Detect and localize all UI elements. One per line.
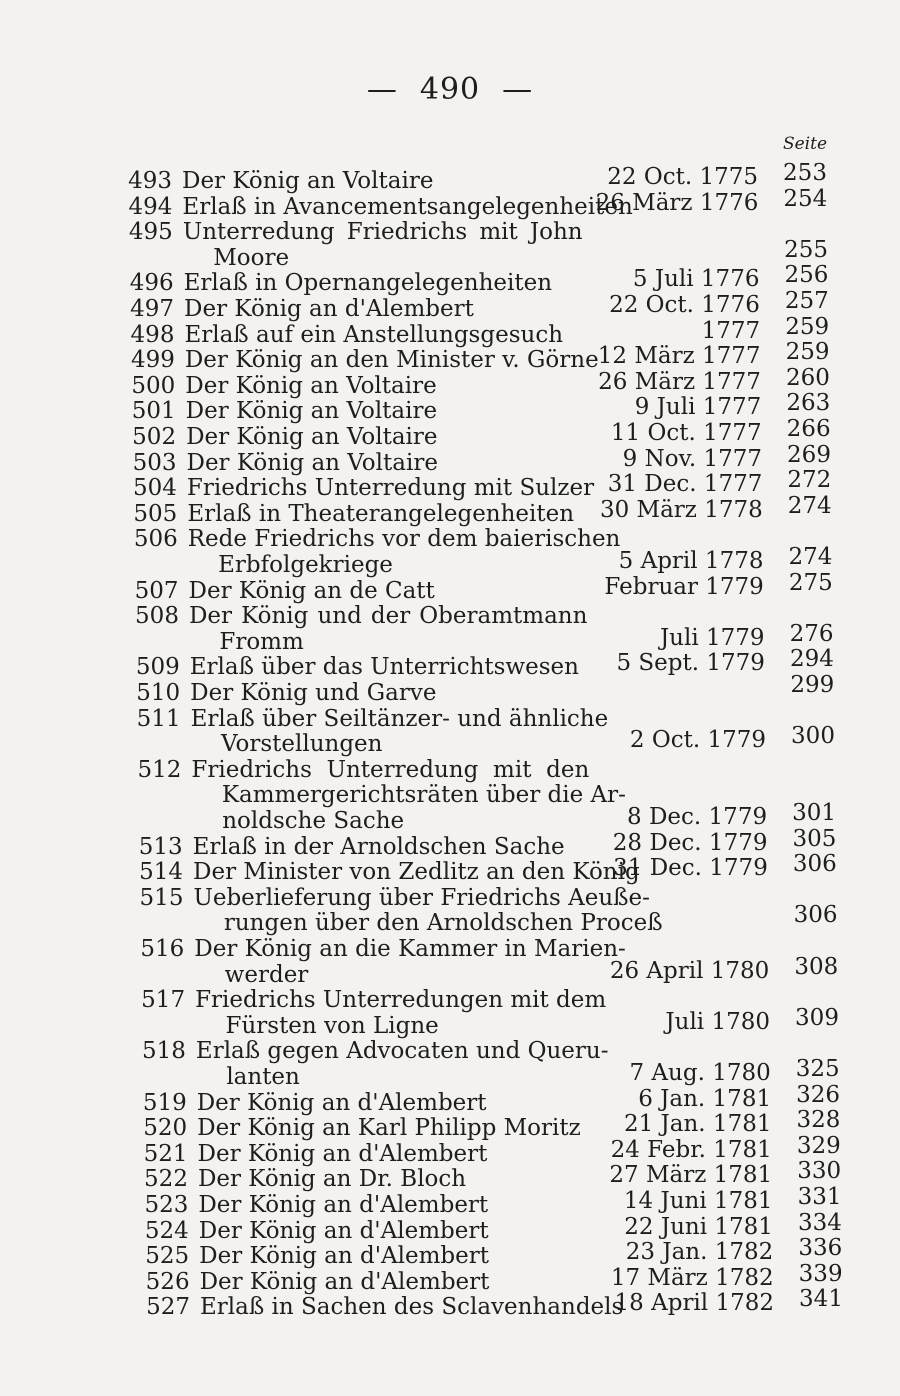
- entry-date: 5 Sept. 1779: [616, 650, 765, 677]
- entry-title-line: Der König an Karl Philipp Moritz: [197, 1115, 581, 1142]
- entry-title-line: Erlaß in Sachen des Sclavenhandels: [200, 1294, 624, 1321]
- entry-date: 22 Juni 1781: [624, 1213, 773, 1240]
- entry-number: 507: [134, 577, 179, 604]
- entry-number: 526: [145, 1268, 190, 1295]
- entry-page: 256: [784, 262, 829, 289]
- entry-page: 331: [797, 1184, 842, 1210]
- entry-page: 259: [785, 313, 830, 340]
- entry-page: 294: [789, 646, 834, 673]
- entry-page: 336: [798, 1235, 843, 1262]
- entry-title-line: lanten: [226, 1063, 300, 1090]
- entry-number: 500: [131, 372, 176, 399]
- entry-page: 328: [796, 1107, 841, 1134]
- toc-entry: [0, 416, 900, 450]
- entry-title-line: Der König an d'Alembert: [184, 296, 474, 322]
- entry-number: 501: [131, 398, 176, 425]
- entry-number: 493: [128, 168, 172, 194]
- entry-number: 510: [136, 680, 181, 706]
- entry-title-line: Der König an Voltaire: [185, 398, 438, 425]
- entry-title-line: Erlaß in Opernangelegenheiten: [183, 270, 553, 297]
- entry-title-line: Erlaß in Avancementsangelegenheiten: [182, 193, 633, 220]
- entry-number: 496: [129, 270, 174, 297]
- entry-title-line: Friedrichs Unterredung mit Sulzer: [186, 475, 595, 502]
- entry-date: Juli 1779: [659, 624, 765, 651]
- entry-number: 516: [140, 936, 185, 962]
- entry-date: 1777: [701, 317, 761, 344]
- entry-title-line: Der König an Voltaire: [182, 168, 434, 194]
- entry-page: 255: [784, 236, 829, 263]
- entry-title-line: Kammergerichtsräten über die Ar-: [221, 782, 626, 809]
- entry-page: 341: [799, 1286, 843, 1313]
- entry-title-line: Der Minister von Zedlitz an den König: [193, 859, 640, 886]
- toc-entry: [0, 492, 900, 527]
- entry-number: 518: [142, 1038, 186, 1065]
- entry-date: 22 Oct. 1776: [609, 292, 760, 318]
- toc-entry: [0, 288, 900, 322]
- entry-date: 31 Dec. 1779: [613, 855, 768, 882]
- entry-date: 6 Jan. 1781: [638, 1085, 772, 1112]
- entry-page: 326: [796, 1081, 841, 1108]
- entry-date: 17 März 1782: [610, 1264, 774, 1291]
- entry-title-line: Erlaß in Theaterangelegenheiten: [187, 500, 575, 527]
- entry-page: 266: [786, 416, 831, 442]
- entry-date: 26 März 1776: [595, 189, 759, 216]
- entry-title-line: Der König an Voltaire: [185, 372, 437, 399]
- entry-title-line: Erlaß in der Arnoldschen Sache: [192, 833, 565, 860]
- entry-number: 527: [146, 1294, 190, 1321]
- entry-date: Juli 1780: [665, 1008, 770, 1035]
- entry-title-line: Der König an die Kammer in Marien-: [194, 936, 626, 962]
- entry-date: 7 Aug. 1780: [629, 1059, 771, 1086]
- entry-date: 28 Dec. 1779: [612, 829, 768, 856]
- entry-title-line: werder: [224, 961, 309, 988]
- entry-page: 306: [793, 902, 838, 929]
- entry-date: 26 April 1780: [609, 957, 770, 984]
- entry-page: 260: [785, 364, 830, 391]
- entry-date: 5 Juli 1776: [632, 266, 760, 293]
- entry-number: 504: [133, 475, 177, 502]
- entry-number: 511: [136, 705, 181, 732]
- entry-number: 498: [130, 321, 175, 348]
- entry-number: 521: [143, 1140, 188, 1167]
- entry-number: 505: [133, 500, 178, 527]
- entry-number: 525: [145, 1243, 190, 1270]
- toc-entry: [0, 672, 900, 706]
- entry-title-line: Moore: [213, 244, 290, 271]
- toc-entry: [0, 339, 900, 374]
- entry-title-line: Der König an d'Alembert: [197, 1140, 488, 1167]
- entry-title-line: Der König an d'Alembert: [199, 1268, 490, 1295]
- entry-page: 306: [792, 851, 837, 878]
- entry-page: 274: [787, 492, 832, 519]
- toc-entry: [0, 160, 900, 194]
- entry-page: 325: [795, 1055, 840, 1082]
- entry-title-line: Der König an d'Alembert: [196, 1089, 487, 1116]
- entry-number: 497: [130, 296, 175, 322]
- entry-number: 520: [143, 1115, 188, 1142]
- entry-number: 524: [144, 1217, 189, 1244]
- entry-page: 299: [790, 672, 835, 698]
- entry-date: 21 Jan. 1781: [623, 1111, 772, 1138]
- entry-page: 305: [792, 825, 837, 852]
- entry-title-line: Der König und Garve: [190, 680, 437, 706]
- toc-entry: [0, 757, 900, 834]
- entry-title-line: Fromm: [219, 628, 304, 655]
- toc-entry: [0, 706, 900, 757]
- toc-entry: [0, 526, 900, 577]
- entry-page: 253: [783, 160, 827, 186]
- entry-date: 5 April 1778: [618, 547, 764, 574]
- entry-page: 276: [789, 620, 834, 647]
- entry-date: 8 Dec. 1779: [627, 803, 768, 830]
- entry-number: 523: [144, 1192, 189, 1218]
- entry-number: 513: [138, 833, 183, 860]
- toc-entry: [0, 219, 900, 270]
- entry-number: 508: [135, 603, 179, 630]
- entry-date: 2 Oct. 1779: [629, 727, 766, 754]
- entry-title-line: Rede Friedrichs vor dem baierischen: [187, 526, 621, 553]
- toc-entry: [0, 851, 900, 886]
- entry-page: 269: [787, 441, 831, 468]
- entry-number: 502: [132, 424, 177, 450]
- entry-page: 272: [787, 467, 832, 494]
- entry-title-line: Erlaß über Seiltänzer- und ähnliche: [190, 705, 609, 732]
- entry-page: 330: [797, 1158, 842, 1185]
- page-number: 490: [419, 72, 481, 107]
- entry-number: 515: [139, 884, 184, 911]
- entry-title-line: Der König an d'Alembert: [198, 1217, 489, 1244]
- entry-page: 309: [795, 1004, 839, 1031]
- entry-page: 300: [791, 723, 835, 750]
- entry-title-line: Unterredung Friedrichs mit John: [182, 219, 583, 246]
- entry-title-line: Der König an Voltaire: [186, 424, 438, 450]
- entry-number: 514: [139, 859, 184, 886]
- toc-entry: [0, 313, 900, 348]
- entry-title-line: Der König an Dr. Bloch: [197, 1166, 467, 1193]
- entry-page: 339: [798, 1260, 843, 1287]
- entry-date: 11 Oct. 1777: [610, 420, 762, 446]
- entry-title-line: Erbfolgekriege: [218, 551, 393, 578]
- entry-number: 503: [132, 449, 177, 476]
- toc-entry: [0, 569, 900, 604]
- toc-entry: [0, 646, 900, 681]
- entry-title-line: Der König an Voltaire: [186, 449, 438, 476]
- entry-date: 9 Nov. 1777: [622, 445, 762, 472]
- entry-title-line: Fürsten von Ligne: [225, 1012, 439, 1039]
- entry-number: 512: [137, 756, 182, 783]
- entry-page: 329: [796, 1132, 841, 1159]
- toc-entry: [0, 885, 900, 936]
- entry-title-line: Ueberlieferung über Friedrichs Aeuße-: [193, 884, 650, 911]
- entry-page: 274: [788, 543, 833, 570]
- page-header: [0, 72, 900, 107]
- entry-number: 506: [133, 526, 178, 553]
- entry-page: 308: [794, 953, 839, 980]
- toc-entry: [0, 987, 900, 1038]
- entry-number: 499: [130, 347, 175, 374]
- entry-page: 257: [784, 288, 829, 314]
- column-label-seite: Seite: [782, 134, 828, 154]
- entry-date: 24 Febr. 1781: [610, 1136, 772, 1163]
- toc-entry: [0, 364, 900, 399]
- entry-title-line: Friedrichs Unterredung mit den: [191, 756, 590, 783]
- entry-title-line: Erlaß gegen Advocaten und Queru-: [195, 1038, 609, 1065]
- entry-date: 18 April 1782: [614, 1290, 774, 1317]
- entry-title-line: rungen über den Arnoldschen Proceß: [223, 910, 663, 937]
- entry-title-line: Vorstellungen: [221, 731, 383, 758]
- entry-date: 27 März 1781: [609, 1162, 773, 1189]
- entry-number: 519: [142, 1089, 187, 1116]
- toc-entry: [0, 1038, 900, 1089]
- entry-date: 31 Dec. 1777: [607, 471, 763, 498]
- toc-entry: [0, 262, 900, 297]
- entry-page: 334: [797, 1209, 842, 1236]
- toc-entry: [0, 1286, 900, 1321]
- toc-entry: [0, 467, 900, 502]
- entry-page: 263: [786, 390, 831, 417]
- entry-date: 14 Juni 1781: [623, 1188, 773, 1214]
- toc-entry: [0, 441, 900, 476]
- entry-page: 259: [785, 339, 830, 366]
- entry-number: 495: [128, 219, 173, 246]
- entry-date: 9 Juli 1777: [634, 394, 762, 421]
- toc-entry: [0, 936, 900, 987]
- entry-title-line: Der König an den Minister v. Görne: [184, 347, 599, 374]
- toc-entry: [0, 390, 900, 425]
- entry-title-line: Friedrichs Unterredungen mit dem: [195, 987, 607, 1014]
- entry-date: 26 März 1777: [598, 368, 761, 395]
- entry-title-line: Der König und der Oberamtmann: [188, 603, 588, 630]
- entry-page: 254: [783, 185, 828, 212]
- entry-title-line: noldsche Sache: [222, 807, 405, 834]
- entry-date: 12 März 1777: [597, 343, 761, 370]
- entry-date: Februar 1779: [604, 573, 764, 600]
- toc-entry: [0, 603, 900, 654]
- entry-number: 509: [135, 654, 180, 681]
- entry-number: 522: [144, 1166, 188, 1193]
- entry-date: 30 März 1778: [599, 496, 763, 523]
- entry-page: 275: [788, 569, 833, 596]
- entry-title-line: Erlaß auf ein Anstellungsgesuch: [184, 321, 564, 348]
- toc-entry: [0, 185, 900, 220]
- entry-number: 494: [128, 193, 173, 220]
- header-dash-left: —: [366, 72, 398, 107]
- entry-title-line: Der König an d'Alembert: [199, 1243, 489, 1270]
- entry-title-line: Der König an de Catt: [188, 577, 435, 604]
- entry-page: 301: [792, 799, 837, 826]
- entry-date: 23 Jan. 1782: [625, 1239, 774, 1266]
- header-dash-right: —: [502, 72, 534, 107]
- entry-date: 22 Oct. 1775: [607, 164, 758, 190]
- entry-title-line: Erlaß über das Unterrichtswesen: [189, 654, 579, 681]
- entry-number: 517: [141, 987, 186, 1014]
- entry-title-line: Der König an d'Alembert: [198, 1192, 489, 1218]
